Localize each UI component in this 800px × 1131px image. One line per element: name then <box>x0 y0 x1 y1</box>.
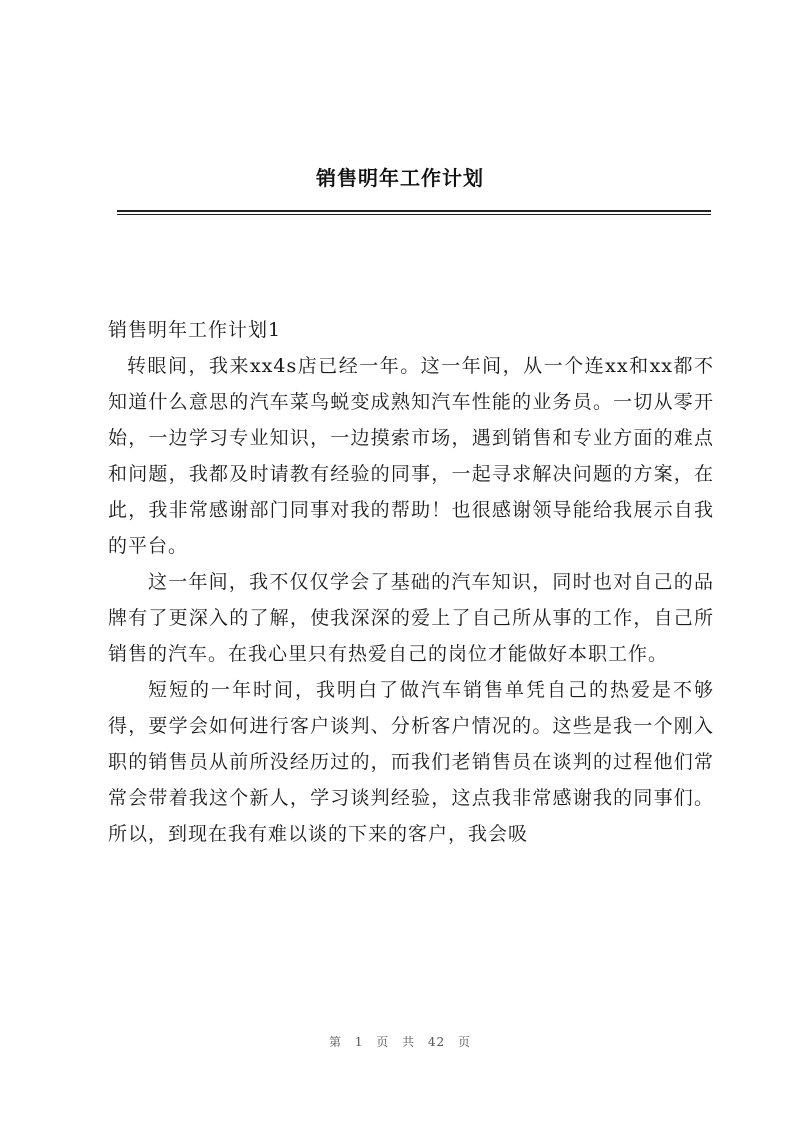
paragraph: 短短的一年时间，我明白了做汽车销售单凭自己的热爱是不够得，要学会如何进行客户谈判、分析客户情况的。这些是我一个刚入职的销售员从前所没经历过的，而我们老销售员在谈判的过程他们常常会带着我这个新人，学习谈判经验，这点我非常感谢我的同事们。所以，到现在我有难以谈的下来的客户，我会吸 <box>108 679 714 845</box>
page-footer: 第 1 页 共 42 页 <box>329 1035 471 1049</box>
title-rule-thick <box>117 210 711 212</box>
paragraph: 这一年间，我不仅仅学会了基础的汽车知识，同时也对自己的品牌有了更深入的了解，使我深深的爱上了自己所从事的工作，自己所销售的汽车。在我心里只有热爱自己的岗位才能做好本职工作。 <box>108 571 714 665</box>
document-body <box>108 312 714 852</box>
section-heading: 销售明年工作计划1 <box>108 319 282 341</box>
title-rule-thin <box>117 214 711 215</box>
paragraph: 转眼间，我来xx4s店已经一年。这一年间，从一个连xx和xx都不知道什么意思的汽车菜鸟蜕变成熟知汽车性能的业务员。一切从零开始，一边学习专业知识，一边摸索市场，遇到销售和专业方面的难点和问题，我都及时请教有经验的同事，一起寻求解决问题的方案，在此，我非常感谢部门同事对我的帮助！也很感谢领导能给我展示自我的平台。 <box>108 355 714 557</box>
document-title: 销售明年工作计划 <box>316 166 484 190</box>
